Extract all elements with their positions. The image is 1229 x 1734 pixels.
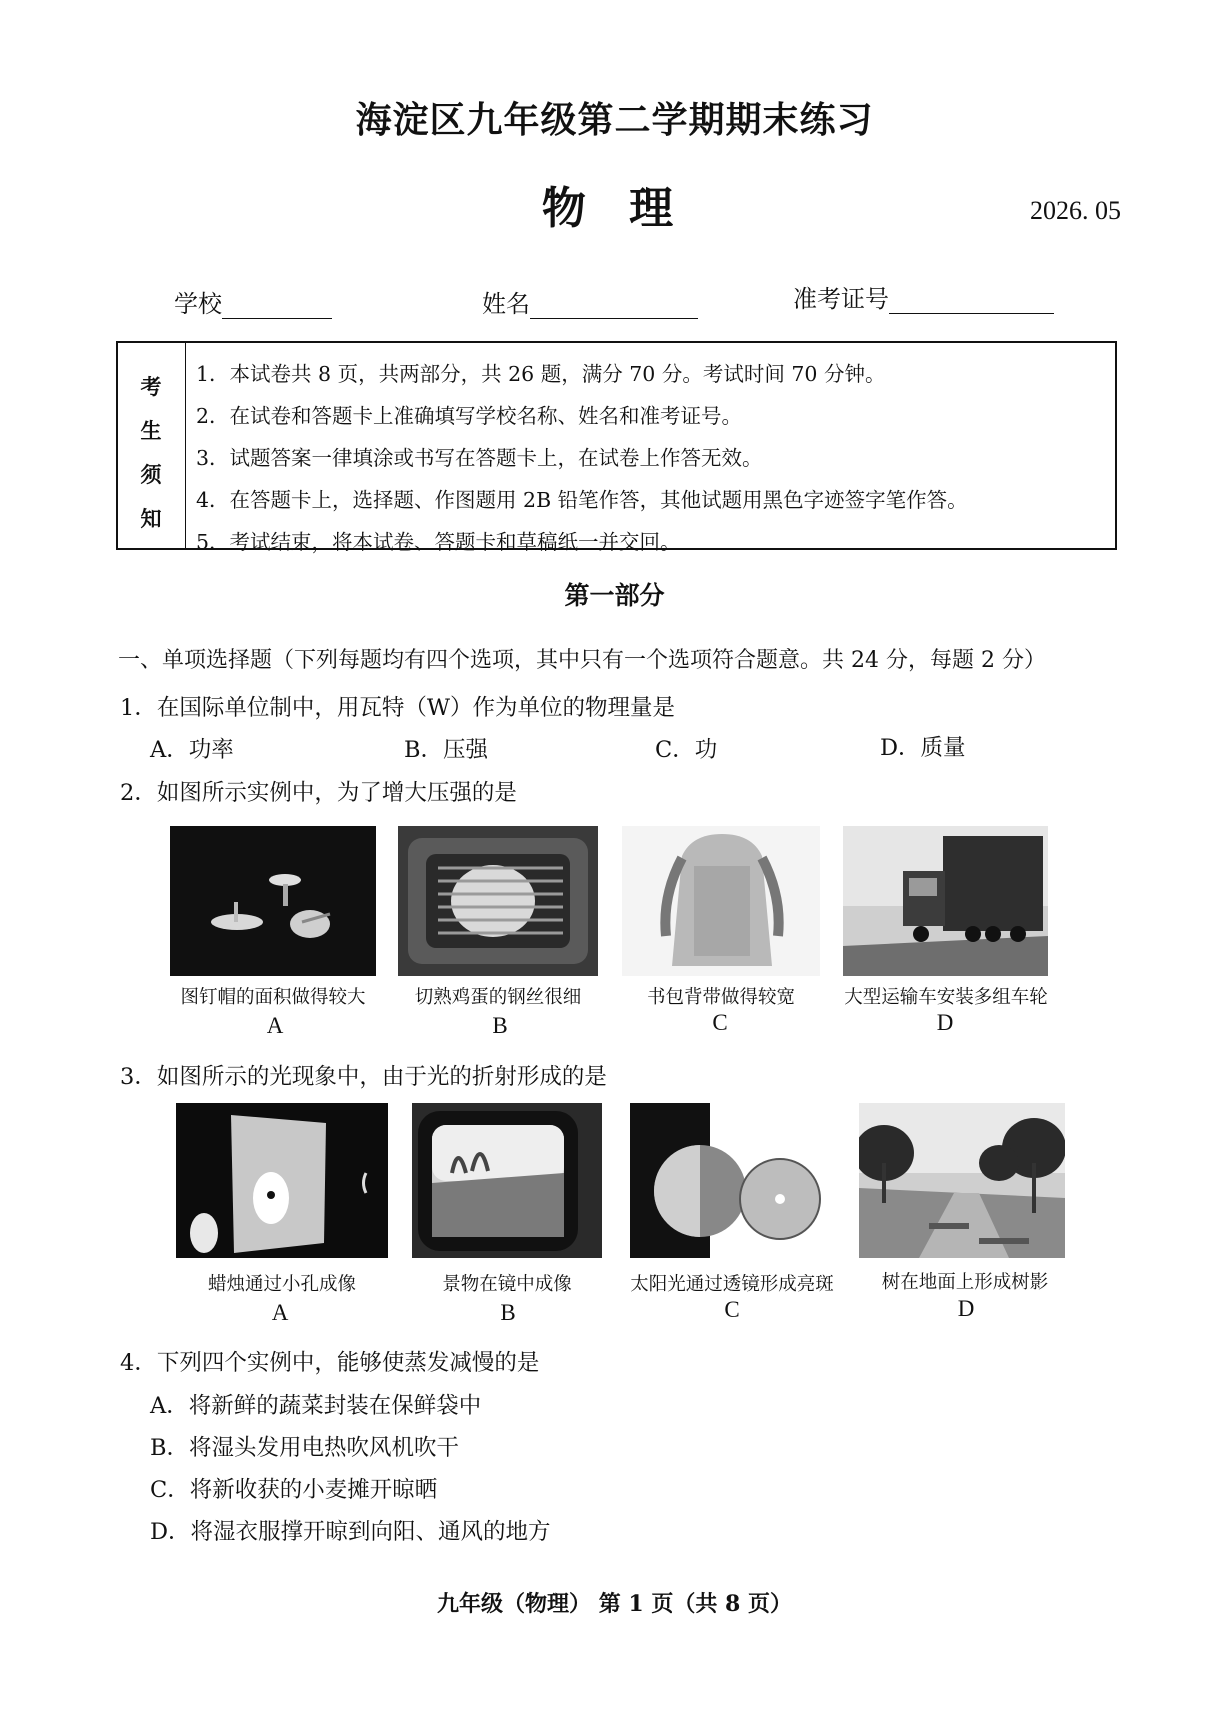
egg-slicer-photo	[398, 826, 598, 976]
q3-letter-d: D	[957, 1296, 975, 1321]
q3-caption-a: 蜡烛通过小孔成像	[207, 1274, 356, 1295]
notice-box	[116, 341, 1117, 554]
q1-stem: 1．在国际单位制中，用瓦特（W）作为单位的物理量是	[120, 695, 675, 721]
exam-id-field	[793, 279, 1054, 314]
q3-caption-d: 树在地面上形成树影	[881, 1272, 1049, 1293]
name-field	[482, 284, 698, 319]
q4-option-d: D．将湿衣服撑开晾到向阳、通风的地方	[150, 1519, 551, 1545]
page-footer: 九年级（物理） 第 1 页（共 8 页）	[437, 1591, 792, 1617]
exam-date: 2026. 05	[1030, 196, 1121, 225]
q2-letter-d: D	[936, 1010, 954, 1035]
subject-title: 物 理	[541, 183, 688, 234]
section-heading: 一、单项选择题（下列每题均有四个选项，其中只有一个选项符合题意。共 24 分，每题 2 分）	[118, 648, 1046, 673]
q4-option-a: A．将新鲜的蔬菜封装在保鲜袋中	[150, 1393, 482, 1419]
backpack-photo	[622, 826, 820, 976]
school-label: 学校	[174, 290, 222, 318]
q2-stem: 2．如图所示实例中，为了增大压强的是	[120, 780, 517, 806]
truck-photo	[843, 826, 1048, 976]
name-label: 姓名	[482, 290, 530, 318]
q3-letter-c: C	[724, 1297, 740, 1322]
lens-photo	[630, 1103, 822, 1258]
mirror-photo	[412, 1103, 602, 1258]
q1-option-a: A．功率	[150, 737, 234, 763]
q4-stem: 4．下列四个实例中，能够使蒸发减慢的是	[120, 1350, 540, 1376]
q3-caption-b: 景物在镜中成像	[442, 1274, 572, 1295]
q4-option-b: B．将湿头发用电热吹风机吹干	[150, 1435, 460, 1461]
school-blank	[222, 294, 332, 319]
school-field	[174, 284, 332, 319]
q2-letter-c: C	[712, 1010, 728, 1035]
thumbtack-photo	[170, 826, 376, 976]
q3-caption-c: 太阳光通过透镜形成亮斑	[630, 1274, 834, 1295]
notice-item: 1．本试卷共 8 页，共两部分，共 26 题，满分 70 分。考试时间 70 分钟。	[196, 362, 886, 386]
part-title: 第一部分	[564, 581, 665, 610]
q2-letter-b: B	[492, 1013, 508, 1038]
notice-item: 3．试题答案一律填涂或书写在答题卡上，在试卷上作答无效。	[196, 446, 763, 470]
q1-option-c: C．功	[655, 737, 718, 763]
q2-letter-a: A	[266, 1013, 284, 1038]
notice-item: 4．在答题卡上，选择题、作图题用 2B 铅笔作答，其他试题用黑色字迹签字笔作答。	[196, 488, 968, 512]
q2-caption-b: 切熟鸡蛋的钢丝很细	[414, 987, 582, 1008]
notice-list	[196, 353, 968, 563]
q2-caption-c: 书包背带做得较宽	[646, 987, 795, 1008]
q2-caption-d: 大型运输车安装多组车轮	[844, 987, 1048, 1008]
q4-option-c: C．将新收获的小麦摊开晾晒	[150, 1477, 438, 1503]
q3-letter-a: A	[271, 1300, 289, 1325]
notice-item: 5．考试结束，将本试卷、答题卡和草稿纸一并交回。	[196, 530, 681, 554]
q3-stem: 3．如图所示的光现象中，由于光的折射形成的是	[120, 1064, 607, 1090]
notice-item: 2．在试卷和答题卡上准确填写学校名称、姓名和准考证号。	[196, 404, 743, 428]
name-blank	[530, 294, 698, 319]
tree-shadow-photo	[859, 1103, 1065, 1258]
notice-side-label: 考 生 须 知	[118, 343, 186, 548]
exam-title: 海淀区九年级第二学期期末练习	[355, 99, 874, 141]
q1-option-d: D．质量	[880, 735, 966, 761]
q3-letter-b: B	[500, 1300, 516, 1325]
pinhole-photo	[176, 1103, 388, 1258]
q2-caption-a: 图钉帽的面积做得较大	[180, 987, 366, 1008]
exam-id-label: 准考证号	[793, 285, 889, 313]
exam-id-blank	[889, 289, 1054, 314]
q1-option-b: B．压强	[404, 737, 489, 763]
